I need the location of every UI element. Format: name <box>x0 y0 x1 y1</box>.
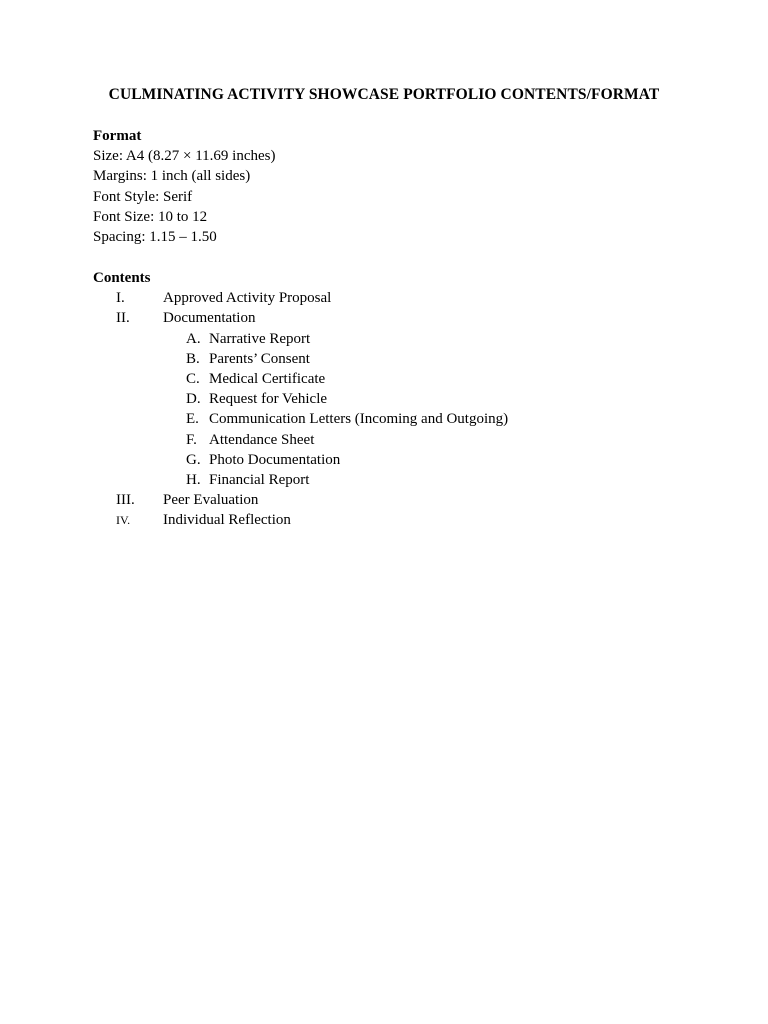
item-text: Approved Activity Proposal <box>163 290 332 307</box>
item-numeral: I. <box>116 290 125 307</box>
contents-item-2 <box>93 308 256 328</box>
subitem-text: Financial Report <box>209 471 310 488</box>
documentation-subitem-b <box>93 349 310 369</box>
documentation-subitem-d <box>93 389 328 409</box>
subitem-text: Attendance Sheet <box>209 431 315 448</box>
subitem-text: Photo Documentation <box>209 451 341 468</box>
format-heading: Format <box>93 128 142 144</box>
documentation-subitem-a <box>93 329 311 349</box>
subitem-text: Medical Certificate <box>209 370 326 387</box>
subitem-text: Request for Vehicle <box>209 391 328 408</box>
document-title: CULMINATING ACTIVITY SHOWCASE PORTFOLIO CONTENTS/FORMAT <box>108 86 660 103</box>
contents-heading: Contents <box>93 270 151 286</box>
subitem-text: Parents’ Consent <box>209 350 310 367</box>
format-size-line: Size: A4 (8.27 × 11.69 inches) <box>93 148 276 165</box>
subitem-letter: C. <box>186 370 200 387</box>
format-font-size-line: Font Size: 10 to 12 <box>93 208 208 225</box>
documentation-subitem-g <box>93 450 341 470</box>
item-numeral: III. <box>116 492 135 509</box>
subitem-letter: D. <box>186 391 201 408</box>
documentation-subitem-c <box>93 369 326 389</box>
format-spacing-line: Spacing: 1.15 – 1.50 <box>93 228 217 245</box>
subitem-letter: G. <box>186 451 201 468</box>
subitem-letter: E. <box>186 411 199 428</box>
subitem-letter: B. <box>186 350 200 367</box>
contents-item-3 <box>93 490 259 510</box>
item-text: Peer Evaluation <box>163 492 259 509</box>
contents-item-1 <box>93 288 332 308</box>
subitem-letter: H. <box>186 471 201 488</box>
subitem-text: Narrative Report <box>209 330 311 347</box>
documentation-subitem-f <box>93 430 315 450</box>
format-margins-line: Margins: 1 inch (all sides) <box>93 168 251 185</box>
format-font-style-line: Font Style: Serif <box>93 188 193 205</box>
subitem-letter: A. <box>186 330 201 347</box>
contents-item-4 <box>93 510 291 530</box>
format-section <box>93 126 275 247</box>
item-numeral: IV. <box>116 513 131 528</box>
subitem-text: Communication Letters (Incoming and Outgoing) <box>209 411 509 428</box>
contents-section <box>93 268 509 530</box>
documentation-subitem-h <box>93 470 310 490</box>
item-numeral: II. <box>116 310 130 327</box>
documentation-subitem-e <box>93 409 509 429</box>
subitem-letter: F. <box>186 431 197 448</box>
item-text: Documentation <box>163 310 256 327</box>
item-text: Individual Reflection <box>163 512 291 529</box>
